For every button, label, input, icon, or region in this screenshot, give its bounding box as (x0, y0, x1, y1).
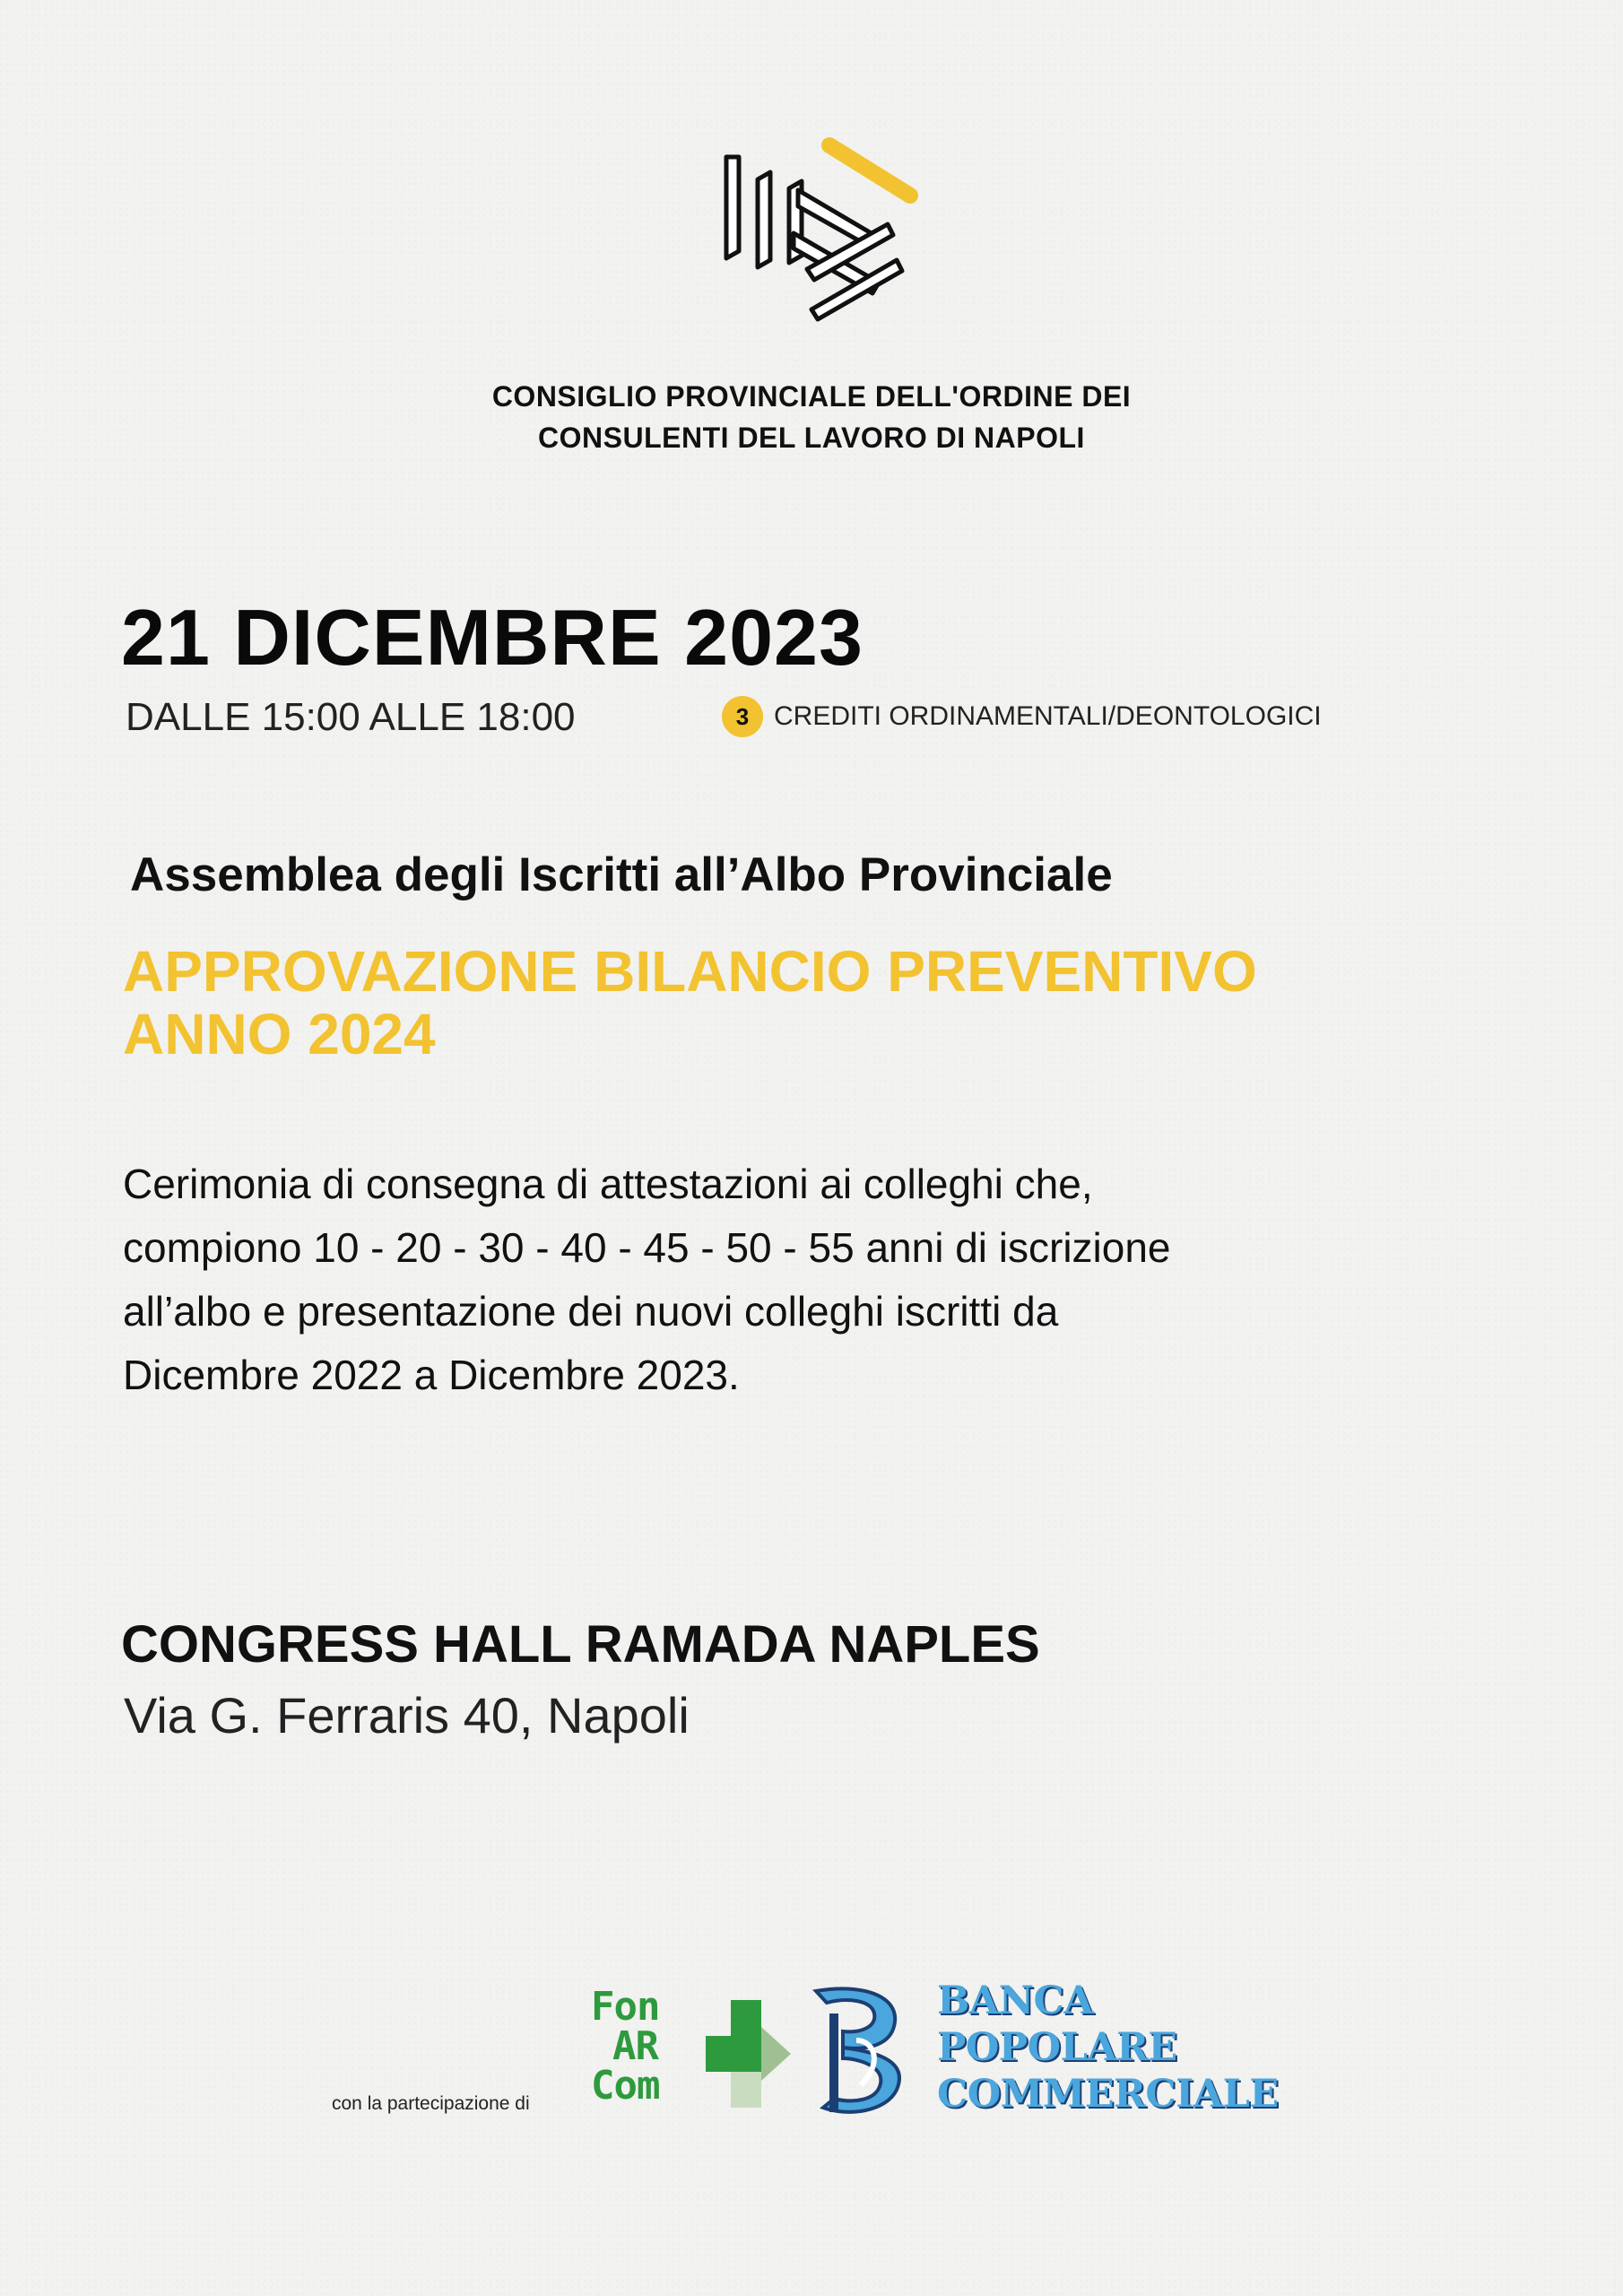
event-date: 21 DICEMBRE 2023 (121, 593, 864, 682)
bank-name (937, 1978, 1279, 2118)
assembly-title: Assemblea degli Iscritti all’Albo Provinciale (130, 848, 1113, 901)
fonarcom-ar: AR (612, 2023, 658, 2069)
organization-line-1: CONSIGLIO PROVINCIALE DELL'ORDINE DEI (491, 380, 1132, 413)
bank-name-line: BANCA (937, 1979, 1094, 2023)
fonarcom-fon: Fon (591, 1984, 660, 2030)
credits-count-badge: 3 (722, 696, 763, 737)
bank-name-line: POPOLARE (937, 2025, 1177, 2070)
approval-line-1: APPROVAZIONE BILANCIO PREVENTIVO (123, 939, 1257, 1004)
credits-label: CREDITI ORDINAMENTALI/DEONTOLOGICI (774, 701, 1322, 731)
participation-label: con la partecipazione di (332, 2093, 530, 2114)
description-line: compiono 10 - 20 - 30 - 40 - 45 - 50 - 55 anni di iscrizione (123, 1224, 1171, 1271)
bpc-bank-logo-icon (807, 1978, 924, 2121)
fonarcom-logo (587, 1984, 794, 2112)
event-description (123, 1152, 1522, 1407)
description-line: Dicembre 2022 a Dicembre 2023. (123, 1352, 740, 1398)
bank-name-line: COMMERCIALE (937, 2072, 1279, 2117)
venue-name: CONGRESS HALL RAMADA NAPLES (121, 1615, 1040, 1674)
description-line: Cerimonia di consegna di attestazioni ai colleghi che, (123, 1161, 1093, 1207)
description-line: all’albo e presentazione dei nuovi colleghi iscritti da (123, 1288, 1059, 1335)
event-time: DALLE 15:00 ALLE 18:00 (126, 695, 576, 739)
fonarcom-com: Com (591, 2063, 660, 2109)
fonarcom-plus-arrow-icon (706, 2000, 795, 2112)
cdl-napoli-logo-icon (708, 126, 924, 341)
organization-line-2: CONSULENTI DEL LAVORO DI NAPOLI (538, 422, 1085, 454)
venue-address: Via G. Ferraris 40, Napoli (124, 1687, 690, 1744)
credits-info (722, 696, 1322, 737)
approval-line-2: ANNO 2024 (123, 1002, 436, 1066)
approval-heading (123, 940, 1558, 1065)
